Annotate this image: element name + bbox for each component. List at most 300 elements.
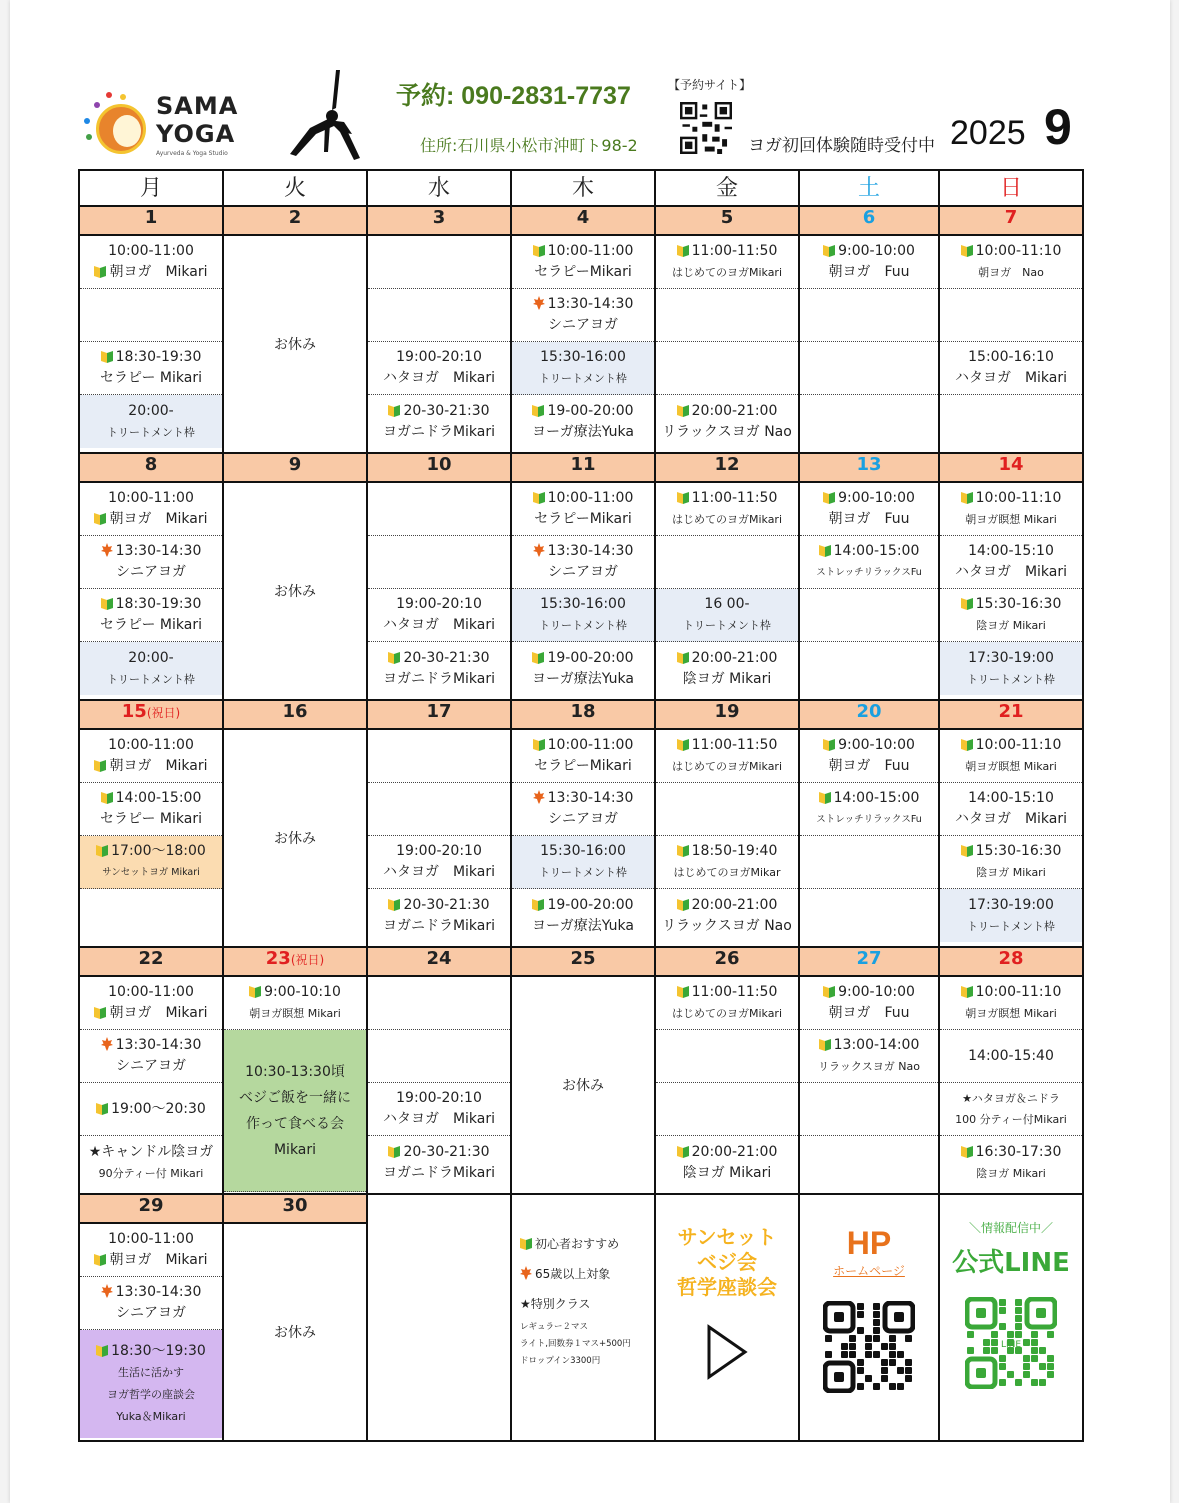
date-number: 5	[720, 207, 734, 228]
empty-slot	[368, 730, 510, 783]
class-text: 14:00-15:40	[968, 1047, 1054, 1064]
legend-senior	[520, 1259, 654, 1289]
class-slot[interactable]	[80, 236, 222, 289]
class-text: ハタヨガ Mikari	[382, 864, 496, 880]
class-line-text: 20:00-21:00	[691, 896, 778, 913]
day-cell	[79, 235, 223, 453]
class-text	[800, 809, 938, 830]
class-slot[interactable]	[80, 730, 222, 783]
class-text: 20:00-	[128, 402, 174, 419]
day-cell	[655, 482, 799, 700]
class-slot[interactable]	[80, 783, 222, 836]
class-line-text: トリートメント枠	[539, 866, 627, 879]
class-slot[interactable]	[512, 342, 654, 395]
class-slot[interactable]	[80, 342, 222, 395]
empty-slot	[368, 289, 510, 342]
class-line-text: はじめてのヨガMikar	[673, 866, 781, 879]
class-slot[interactable]	[940, 342, 1082, 395]
beginner-mark-icon	[96, 1343, 108, 1357]
beginner-mark-icon	[819, 790, 831, 804]
beginner-mark-icon	[96, 1101, 108, 1115]
empty-slot	[800, 889, 938, 942]
beginner-mark-icon	[819, 543, 831, 557]
class-slot[interactable]	[368, 395, 510, 448]
class-time	[656, 241, 798, 262]
class-text	[224, 1003, 366, 1024]
class-text	[656, 862, 798, 883]
class-slot[interactable]	[800, 236, 938, 289]
class-text: 15:30-16:00	[540, 596, 626, 612]
empty-slot	[368, 977, 510, 1030]
date-cell	[655, 453, 799, 482]
homepage-link[interactable]: ホームページ	[833, 1264, 905, 1278]
class-line-text: ★ハタヨガ＆ニドラ	[962, 1092, 1060, 1105]
holiday-label: (祝日)	[146, 706, 181, 720]
class-slot[interactable]	[512, 889, 654, 942]
class-slot[interactable]	[800, 483, 938, 536]
class-slot[interactable]	[368, 1083, 510, 1136]
date-number: 14	[998, 454, 1024, 475]
class-text: ハタヨガ Mikari	[954, 564, 1068, 580]
beginner-mark-icon	[823, 984, 835, 998]
beginner-mark-icon	[823, 490, 835, 504]
class-time	[512, 648, 654, 669]
date-cell	[79, 1194, 223, 1223]
line-qr-label: LINE	[1000, 1340, 1022, 1350]
maple-leaf-icon	[533, 543, 545, 557]
class-text	[800, 1056, 938, 1077]
class-time	[80, 594, 222, 615]
class-time	[80, 1250, 222, 1271]
class-line-text: 朝ヨガ Nao	[978, 266, 1044, 279]
day-cell	[79, 976, 223, 1194]
class-slot[interactable]	[800, 1030, 938, 1083]
date-number: 16	[282, 701, 308, 722]
reservation-qr-icon[interactable]	[680, 102, 732, 154]
class-slot[interactable]	[656, 977, 798, 1030]
class-slot[interactable]	[368, 642, 510, 695]
class-text	[940, 509, 1082, 530]
class-slot[interactable]	[80, 1083, 222, 1136]
empty-slot	[800, 589, 938, 642]
class-line-text: 17:00～18:00	[111, 843, 206, 859]
class-line-text: 16:30-17:30	[975, 1143, 1062, 1160]
day-cell	[939, 976, 1083, 1194]
beginner-mark-icon	[388, 403, 400, 417]
class-slot[interactable]	[940, 783, 1082, 836]
class-slot[interactable]	[80, 1224, 222, 1277]
date-number: 27	[856, 948, 882, 969]
closed-label: お休み	[274, 584, 316, 600]
date-row	[79, 206, 1083, 235]
class-text: セラピーMikari	[534, 511, 632, 527]
class-text	[800, 562, 938, 583]
day-cell	[939, 729, 1083, 947]
class-slot[interactable]	[656, 236, 798, 289]
play-icon[interactable]	[705, 1324, 749, 1380]
class-line-text: 朝ヨガ Mikari	[109, 1005, 208, 1021]
class-line-text: トリートメント枠	[967, 672, 1055, 686]
class-text: シニアヨガ	[548, 811, 618, 827]
beginner-mark-icon	[249, 984, 261, 998]
class-line-text: 10:00-11:00	[547, 490, 634, 506]
class-text	[80, 422, 222, 443]
class-slot[interactable]	[656, 889, 798, 942]
beginner-mark-icon	[677, 1144, 689, 1158]
day-cell	[799, 976, 939, 1194]
beginner-mark-icon	[677, 984, 689, 998]
class-line-text: はじめてのヨガMikari	[671, 513, 783, 526]
beginner-mark-icon	[520, 1236, 532, 1250]
class-slot[interactable]	[512, 783, 654, 836]
class-slot[interactable]	[80, 1030, 222, 1083]
maple-leaf-icon	[101, 543, 113, 557]
class-text	[940, 262, 1082, 283]
class-line-text: 20-30-21:30	[403, 649, 490, 666]
class-slot[interactable]	[940, 889, 1082, 942]
date-number: 12	[714, 454, 740, 475]
class-text	[940, 1109, 1082, 1130]
maple-leaf-icon	[101, 1284, 113, 1298]
calendar-month: 9	[1044, 99, 1072, 155]
class-slot[interactable]	[940, 589, 1082, 642]
class-line-text: 朝ヨガ瞑想 Mikari	[965, 1007, 1057, 1020]
class-time	[224, 982, 366, 1003]
class-slot[interactable]	[512, 730, 654, 783]
day-cell	[367, 729, 511, 947]
class-slot[interactable]	[940, 1136, 1082, 1189]
date-number: 3	[432, 207, 446, 228]
empty-slot	[800, 1083, 938, 1136]
class-slot[interactable]	[656, 589, 798, 642]
empty-slot	[368, 236, 510, 289]
class-slot[interactable]	[368, 1136, 510, 1189]
class-line-text: 9:00-10:00	[838, 737, 915, 753]
class-line-text: 14:00-15:00	[115, 790, 202, 806]
class-slot[interactable]	[656, 642, 798, 695]
class-slot[interactable]	[940, 483, 1082, 536]
class-slot[interactable]	[940, 1030, 1082, 1083]
promo-veg: ベジ会	[697, 1250, 757, 1274]
class-text: ハタヨガ Mikari	[382, 617, 496, 633]
class-time	[80, 1282, 222, 1303]
class-slot[interactable]	[800, 536, 938, 589]
class-text: 朝ヨガ Fuu	[828, 1005, 910, 1021]
event-promo[interactable]	[656, 1195, 798, 1384]
empty-slot	[800, 289, 938, 342]
date-cell	[511, 206, 655, 235]
class-time	[512, 401, 654, 422]
date-number: 23	[265, 948, 291, 969]
beginner-mark-icon	[96, 843, 108, 857]
beginner-mark-icon	[94, 511, 106, 525]
beginner-mark-icon	[961, 1144, 973, 1158]
day-cell	[939, 235, 1083, 453]
class-slot[interactable]	[80, 589, 222, 642]
class-time	[512, 895, 654, 916]
class-time	[940, 241, 1082, 262]
beginner-mark-icon	[961, 596, 973, 610]
class-slot[interactable]	[80, 395, 222, 448]
class-slot[interactable]	[368, 342, 510, 395]
class-time	[368, 895, 510, 916]
class-slot[interactable]	[80, 1136, 222, 1189]
class-text: 15:00-16:10	[968, 349, 1054, 365]
class-text: ヨガニドラMikari	[382, 670, 496, 687]
hp-cell	[799, 1194, 939, 1441]
date-number: 9	[288, 454, 302, 475]
class-time	[800, 735, 938, 756]
class-line-text: 9:00-10:00	[838, 490, 915, 506]
class-slot[interactable]	[940, 836, 1082, 889]
empty-slot	[800, 642, 938, 695]
class-time	[656, 735, 798, 756]
class-line-text: 13:30-14:30	[115, 1284, 202, 1300]
promo-philosophy: 哲学座談会	[677, 1275, 777, 1299]
class-slot[interactable]	[940, 536, 1082, 589]
day-cell	[655, 235, 799, 453]
class-slot[interactable]	[512, 836, 654, 889]
class-time	[940, 841, 1082, 862]
date-number: 7	[1004, 207, 1018, 228]
class-line-text: 11:00-11:50	[691, 243, 778, 259]
class-line-text: トリートメント枠	[683, 619, 771, 632]
class-time	[656, 488, 798, 509]
calendar-grid	[78, 169, 1084, 1442]
class-line-text: 朝ヨガ Mikari	[109, 758, 208, 774]
maple-leaf-icon	[533, 296, 545, 310]
class-text	[512, 862, 654, 883]
calendar-year: 2025	[950, 114, 1026, 152]
date-cell	[655, 206, 799, 235]
philosophy-talk-slot[interactable]	[80, 1330, 222, 1438]
date-number: 4	[576, 207, 590, 228]
class-slot[interactable]	[224, 977, 366, 1030]
class-line-text: 9:00-10:00	[838, 243, 915, 259]
class-line-text: 15:30-16:30	[975, 843, 1062, 859]
class-text	[656, 615, 798, 636]
date-number: 13	[856, 454, 882, 475]
empty-slot	[656, 1083, 798, 1136]
class-slot[interactable]	[80, 977, 222, 1030]
class-time	[80, 1340, 222, 1362]
date-row	[79, 1194, 1083, 1223]
class-time	[368, 1142, 510, 1163]
beginner-mark-icon	[94, 758, 106, 772]
class-slot[interactable]	[800, 977, 938, 1030]
day-cell	[367, 976, 511, 1194]
class-line-text: 陰ヨガ Mikari	[976, 1166, 1046, 1180]
class-line-text: 20-30-21:30	[403, 1143, 490, 1160]
class-slot[interactable]	[512, 642, 654, 695]
empty-slot	[368, 483, 510, 536]
weekday-thu: 木	[511, 170, 655, 206]
class-slot[interactable]	[80, 536, 222, 589]
legend	[512, 1195, 654, 1370]
class-slot[interactable]	[512, 483, 654, 536]
class-text: セラピー Mikari	[100, 370, 202, 386]
class-text	[656, 756, 798, 777]
date-number: 24	[426, 948, 452, 969]
class-slot[interactable]	[656, 730, 798, 783]
legend-senior-text: 65歳以上対象	[535, 1267, 611, 1281]
class-slot[interactable]	[800, 730, 938, 783]
class-line-text: 14:00-15:00	[833, 790, 920, 806]
class-slot[interactable]	[656, 395, 798, 448]
date-cell	[367, 453, 511, 482]
event-text: 10:30-13:30頃	[245, 1063, 345, 1080]
class-time	[512, 294, 654, 315]
date-row	[79, 700, 1083, 729]
class-slot[interactable]	[512, 589, 654, 642]
class-text: セラピー Mikari	[100, 617, 202, 633]
class-time	[80, 262, 222, 283]
logo-sun-icon	[96, 104, 146, 154]
class-slot[interactable]	[368, 889, 510, 942]
beginner-mark-icon	[101, 790, 113, 804]
beginner-mark-icon	[961, 243, 973, 257]
class-line-text: トリートメント枠	[967, 919, 1055, 933]
class-slot[interactable]	[80, 483, 222, 536]
date-number: 1	[144, 207, 158, 228]
beginner-mark-icon	[961, 737, 973, 751]
empty-slot	[80, 889, 222, 942]
class-time	[80, 756, 222, 777]
day-cell	[367, 235, 511, 453]
beginner-mark-icon	[533, 243, 545, 257]
day-cell	[79, 729, 223, 947]
line-qr-icon[interactable]	[965, 1297, 1057, 1389]
class-slot[interactable]	[512, 395, 654, 448]
date-number: 2	[288, 207, 302, 228]
day-cell	[79, 1223, 223, 1441]
class-line-text: 18:30-19:30	[115, 349, 202, 365]
class-slot[interactable]	[940, 642, 1082, 695]
date-number: 11	[570, 454, 596, 475]
schedule-row	[79, 729, 1083, 947]
class-text	[656, 1003, 798, 1024]
trial-notice: ヨガ初回体験随時受付中	[748, 136, 935, 156]
class-text: シニアヨガ	[548, 564, 618, 580]
class-time	[80, 509, 222, 530]
class-slot[interactable]	[80, 836, 222, 889]
empty-slot	[368, 1030, 510, 1083]
class-slot[interactable]	[656, 1136, 798, 1189]
date-number: 10	[426, 454, 452, 475]
class-slot[interactable]	[80, 642, 222, 695]
weekday-tue: 火	[223, 170, 367, 206]
class-time	[368, 648, 510, 669]
class-slot[interactable]	[656, 483, 798, 536]
vegan-cooking-event[interactable]	[224, 1030, 366, 1192]
class-line-text: ストレッチリラックスFu	[816, 814, 922, 825]
legend-beginner	[520, 1229, 654, 1259]
empty-slot	[940, 395, 1082, 448]
class-text: 14:00-15:10	[968, 543, 1054, 559]
beginner-mark-icon	[533, 490, 545, 504]
class-slot[interactable]	[512, 289, 654, 342]
beginner-mark-icon	[101, 349, 113, 363]
class-text: ヨーガ療法Yuka	[532, 423, 634, 440]
class-slot[interactable]	[368, 589, 510, 642]
date-row	[79, 453, 1083, 482]
class-time	[512, 541, 654, 562]
class-time	[656, 1142, 798, 1163]
date-cell	[939, 700, 1083, 729]
date-number: 6	[862, 207, 876, 228]
class-slot[interactable]	[800, 783, 938, 836]
date-cell	[223, 453, 367, 482]
class-slot[interactable]	[512, 536, 654, 589]
class-slot[interactable]	[80, 1277, 222, 1330]
date-cell	[799, 453, 939, 482]
class-slot[interactable]	[512, 236, 654, 289]
class-line-text: 15:30-16:30	[975, 596, 1062, 612]
class-line-text: 10:00-11:00	[547, 243, 634, 259]
date-cell	[223, 700, 367, 729]
class-slot[interactable]	[368, 836, 510, 889]
class-slot[interactable]	[940, 730, 1082, 783]
schedule-row	[79, 235, 1083, 453]
empty-slot	[940, 289, 1082, 342]
homepage-qr-icon[interactable]	[823, 1301, 915, 1393]
empty-slot	[656, 1030, 798, 1083]
class-text: 10:00-11:00	[108, 243, 194, 259]
class-line-text: 20-30-21:30	[403, 896, 490, 913]
class-time	[940, 982, 1082, 1003]
date-number: 30	[282, 1195, 308, 1216]
class-text: 朝ヨガ Fuu	[828, 264, 910, 280]
maple-leaf-icon	[533, 790, 545, 804]
beginner-mark-icon	[532, 650, 544, 664]
class-line-text: リラックスヨガ Nao	[818, 1060, 920, 1073]
date-number: 19	[714, 701, 740, 722]
class-text: ハタヨガ Mikari	[954, 370, 1068, 386]
class-slot[interactable]	[940, 977, 1082, 1030]
weekday-fri: 金	[655, 170, 799, 206]
beginner-mark-icon	[823, 243, 835, 257]
class-line-text: 13:30-14:30	[547, 790, 634, 806]
class-line-text: 10:00-11:10	[975, 243, 1062, 259]
class-text: ★キャンドル陰ヨガ	[88, 1143, 214, 1160]
weekday-mon: 月	[79, 170, 223, 206]
class-line-text: 20-30-21:30	[403, 402, 490, 419]
schedule-row	[79, 482, 1083, 700]
day-cell	[79, 482, 223, 700]
empty-slot	[656, 342, 798, 395]
class-line-text: 13:00-14:00	[833, 1037, 920, 1053]
date-number: 28	[998, 948, 1024, 969]
class-slot[interactable]	[656, 836, 798, 889]
class-line-text: 100 分ティー付Mikari	[955, 1113, 1067, 1126]
class-time	[656, 841, 798, 862]
day-cell	[655, 729, 799, 947]
day-cell	[223, 235, 367, 453]
class-time	[80, 788, 222, 809]
empty-slot	[80, 289, 222, 342]
class-slot[interactable]	[940, 1083, 1082, 1136]
class-slot[interactable]	[940, 236, 1082, 289]
class-time	[800, 1035, 938, 1056]
beginner-mark-icon	[94, 264, 106, 278]
day-cell	[799, 235, 939, 453]
class-text: 10:00-11:00	[108, 737, 194, 753]
class-line-text: トリートメント枠	[539, 372, 627, 385]
hp-title: HP	[846, 1225, 892, 1261]
reservation-phone[interactable]: 予約: 090-2831-7737	[396, 82, 631, 110]
class-text	[512, 615, 654, 636]
class-line-text: 10:00-11:00	[547, 737, 634, 753]
